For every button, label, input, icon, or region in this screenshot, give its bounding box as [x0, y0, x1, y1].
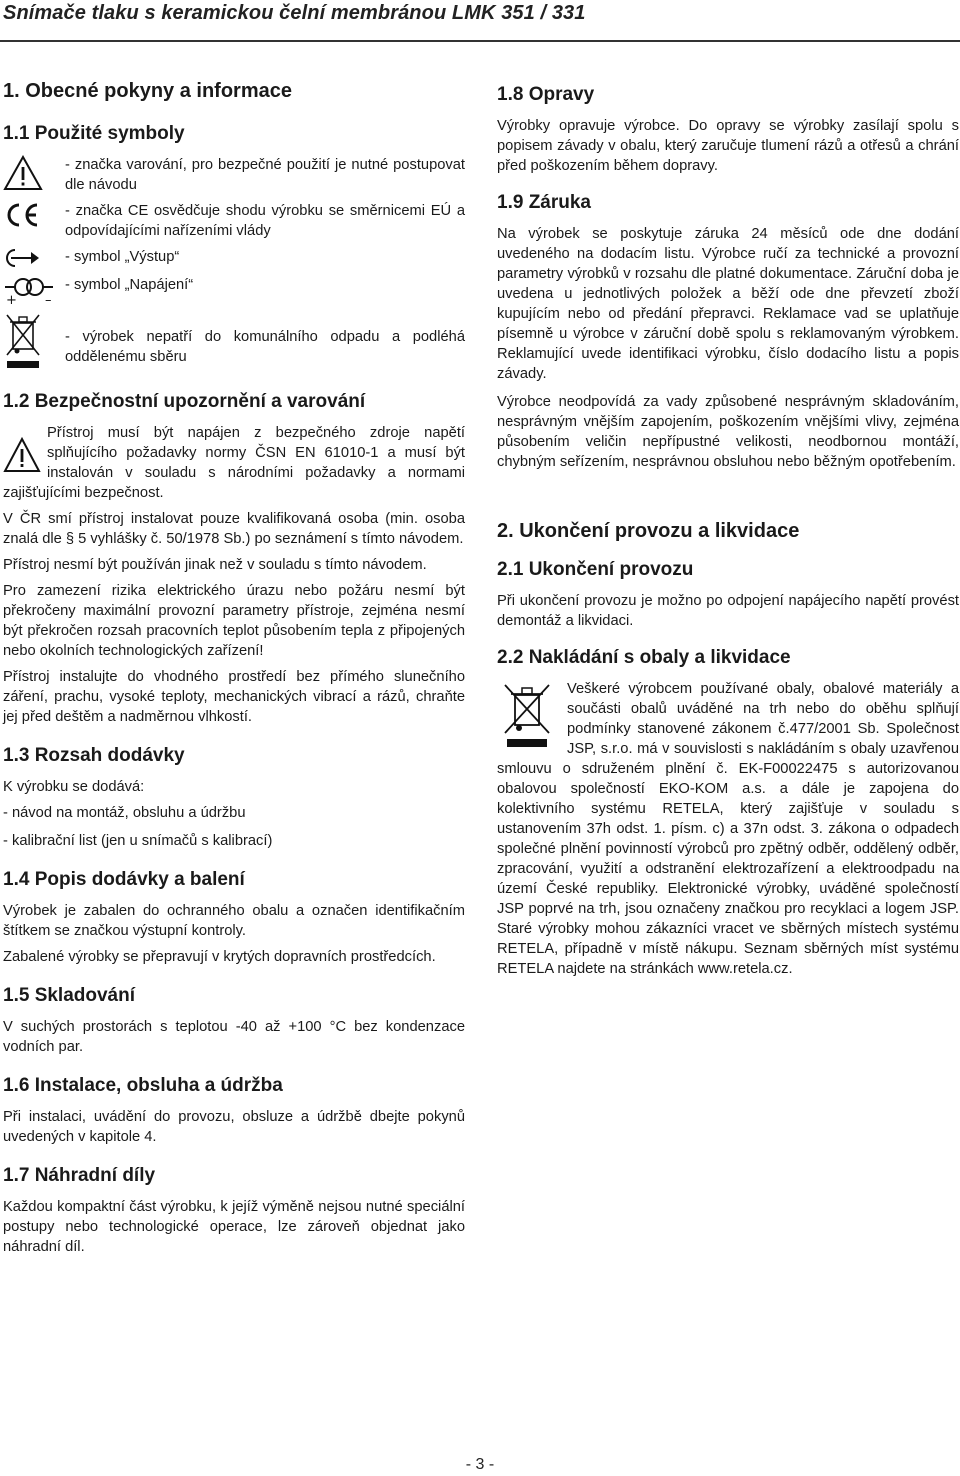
spare-parts-paragraph: Každou kompaktní část výrobku, k jejíž výměně nejsou nutné speciální postupy nebo technologické operace, lze zároveň objednat jako náhradní díl.: [3, 1199, 465, 1255]
symbol-text-power: - symbol „Napájení“: [65, 277, 194, 293]
symbol-row-weee: [3, 311, 465, 375]
chapter-1-heading: 1. Obecné pokyny a informace: [3, 80, 292, 102]
safety-paragraph-2: V ČR smí přístroj instalovat pouze kvalifikovaná osoba (min. osoba znalá dle § 5 vyhlášky č. 50/1978 Sb.) po seznámení s tímto návodem.: [3, 511, 465, 547]
section-2-2-heading: 2.2 Nakládání s obaly a likvidace: [497, 647, 791, 668]
page-number: - 3 -: [465, 1456, 495, 1473]
safety-warning-block: [3, 423, 465, 503]
section-2-1-heading: 2.1 Ukončení provozu: [497, 559, 694, 580]
safety-paragraph-5: Přístroj instalujte do vhodného prostředí bez přímého slunečního záření, prachu, vysoké teploty, mechanických vibrací a rázů, chraňte jej před deštěm a nadměrnou vlhkostí.: [3, 669, 465, 725]
safety-paragraph-4: Pro zamezení rizika elektrického úrazu nebo požáru nesmí být překročeny maximální provozní parametry přístroje, zejména nesmí být překročen rozsah pracovních teplot působením tepla z připojených nebo okolních technologických zařízení!: [3, 583, 465, 659]
section-1-4-heading: 1.4 Popis dodávky a balení: [3, 869, 245, 890]
section-1-2-heading: 1.2 Bezpečnostní upozornění a varování: [3, 391, 366, 412]
symbol-text-ce: - značka CE osvědčuje shodu výrobku se směrnicemi EÚ a odpovídajícími nařízeními vlády: [65, 203, 465, 239]
warranty-paragraph-1: Na výrobek se poskytuje záruka 24 měsíců ode dne dodání uvedeného na dodacím listu. Výrobce ručí za technické a provozní parametry výrobků v rozsahu dle platné dokumentace. Záruční doba je uvedena u jednotlivých položek a běží ode dne převzetí zboží kupujícím nebo od předání přepravci. Reklamace vad se uplatňuje písemně u výrobce v záruční době spolu s reklamovaným výrobkem. Reklamující uvede identifikaci výrobku, číslo dodacího listu a popis závady.: [497, 226, 959, 382]
symbol-row-warning: [3, 155, 465, 195]
delivery-list: [3, 803, 465, 851]
symbol-text-warning: - značka varování, pro bezpečné použití je nutné postupovat dle návodu: [65, 157, 465, 193]
svg-text:–: –: [45, 293, 52, 305]
warranty-paragraph-2: Výrobce neodpovídá za vady způsobené nesprávným skladováním, nesprávným vnějším zapojením, poškozením vnějšími vlivy, zejména působením veličin nepřípustné velikosti, neodbornou montáží, chybným seřízením, nesprávnou obsluhou nebo běžným opotřebením.: [497, 394, 959, 470]
packaging-disposal-paragraph: Veškeré výrobcem používané obaly, obalové materiály a součásti obalů uváděné na trh nebo do oběhu splňují podmínky stanovené zákonem č.477/2001 Sb. Společnost JSP, s.r.o. má v souvislosti s nakládáním s obaly uzavřenou smlouvu o sdruženém plnění č. EK-F00022475 s autorizovanou obalovou společností EKO-KOM a.s. a dále je zapojena do kolektivního systému RETELA, který zajišťuje v souladu s ustanovením 37h odst. 1. písm. c) a 37n odst. 3. zákona o odpadech společné plnění povinností výrobců pro zpětný odběr, oddělený odběr, zpracování, využití a odstranění elektrozařízení a elektroodpadu na území České republiky. Elektronické výrobky, uváděné společností JSP poprvé na trh, jsou označeny značkou pro recyklaci a logem JSP. Staré výrobky mohou zákazníci vracet ve sběrných místech systému RETELA, případně v místě nákupu. Seznam sběrných míst systému RETELA najdete na stránkách www.retela.cz.: [497, 681, 959, 977]
list-item: - kalibrační list (jen u snímačů s kalibrací): [3, 833, 273, 849]
chapter-2-heading: 2. Ukončení provozu a likvidace: [497, 520, 800, 542]
repairs-paragraph: Výrobky opravuje výrobce. Do opravy se výrobky zasílají spolu s popisem závady v obalu, který zaručuje tlumení rázů a otřesů a chrání před poškozením během dopravy.: [497, 118, 959, 174]
packaging-disposal-block: [497, 679, 959, 979]
symbol-row-output: [3, 247, 465, 269]
list-item: - návod na montáž, obsluhu a údržbu: [3, 805, 246, 821]
symbol-text-output: - symbol „Výstup“: [65, 249, 180, 265]
power-supply-icon: [3, 275, 55, 305]
storage-paragraph: V suchých prostorách s teplotou -40 až +100 °C bez kondenzace vodních par.: [3, 1019, 465, 1055]
right-column: [497, 84, 959, 985]
section-1-5-heading: 1.5 Skladování: [3, 985, 136, 1006]
section-1-6-heading: 1.6 Instalace, obsluha a údržba: [3, 1075, 283, 1096]
decommission-paragraph: Při ukončení provozu je možno po odpojení napájecího napětí provést demontáž a likvidaci.: [497, 593, 959, 629]
section-1-9-heading: 1.9 Záruka: [497, 192, 591, 213]
safety-paragraph-3: Přístroj nesmí být používán jinak než v souladu s tímto návodem.: [3, 557, 427, 573]
weee-bin-icon: [497, 681, 557, 751]
symbol-row-power: [3, 275, 465, 305]
section-1-8-heading: 1.8 Opravy: [497, 84, 595, 105]
section-1-3-heading: 1.3 Rozsah dodávky: [3, 745, 185, 766]
warning-icon: [3, 155, 43, 191]
svg-text:+: +: [6, 293, 17, 305]
header-rule: [0, 40, 960, 42]
delivery-intro: K výrobku se dodává:: [3, 779, 145, 795]
document-title: Snímače tlaku s keramickou čelní membránou LMK 351 / 331: [3, 2, 586, 24]
left-column: [3, 80, 465, 1263]
safety-paragraph-1: Přístroj musí být napájen z bezpečného zdroje napětí splňujícího požadavky normy ČSN EN 61010-1 a musí být instalován v souladu s národními požadavky a normami zajišťujícími bezpečnost.: [3, 425, 465, 501]
symbol-row-ce: [3, 201, 465, 241]
section-1-1-heading: 1.1 Použité symboly: [3, 123, 185, 144]
section-1-7-heading: 1.7 Náhradní díly: [3, 1165, 156, 1186]
weee-bin-icon: [3, 311, 43, 375]
packaging-paragraph-2: Zabalené výrobky se přepravují v krytých dopravních prostředcích.: [3, 949, 436, 965]
installation-paragraph: Při instalaci, uvádění do provozu, obsluze a údržbě dbejte pokynů uvedených v kapitole 4.: [3, 1109, 465, 1145]
ce-mark-icon: [3, 201, 43, 229]
packaging-paragraph-1: Výrobek je zabalen do ochranného obalu a označen identifikačním štítkem se značkou výstupní kontroly.: [3, 903, 465, 939]
warning-icon: [3, 433, 41, 477]
output-symbol-icon: [3, 247, 43, 269]
symbol-text-weee: - výrobek nepatří do komunálního odpadu a podléhá oddělenému sběru: [65, 329, 465, 365]
